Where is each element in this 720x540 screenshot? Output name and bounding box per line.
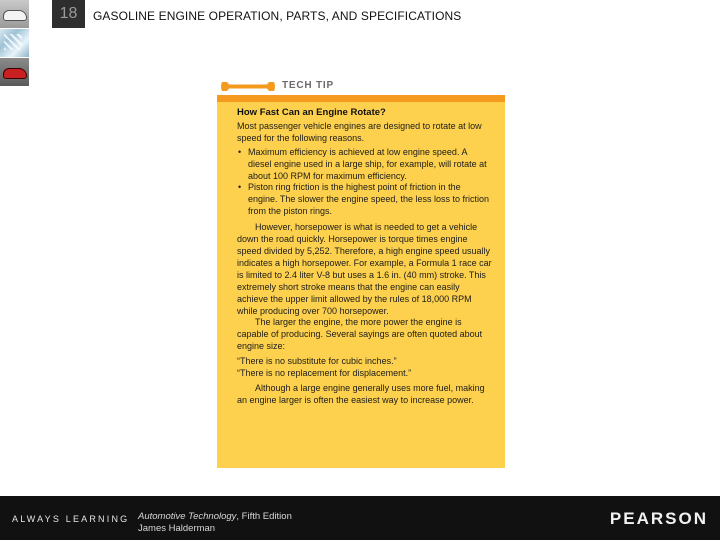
accent-bar [217, 95, 505, 102]
list-item: • Maximum efficiency is achieved at low engine speed. A diesel engine used in a large ship, for example, will rotate at about 100 RPM for maximum efficiency. [237, 147, 492, 183]
chapter-title: GASOLINE ENGINE OPERATION, PARTS, AND SPECIFICATIONS [93, 9, 462, 23]
quote-cubic-inches: “There is no substitute for cubic inches.” [237, 356, 397, 367]
paragraph-engine-size: The larger the engine, the more power the engine is capable of producing. Several sayings are often quoted about engine size: [237, 317, 483, 352]
paragraph-horsepower: However, horsepower is what is needed to get a vehicle down the road quickly. Horsepower is torque times engine speed divided by 5,252. Therefore, a high engine speed usually indicates a high horsepower. For example, a Formula 1 race car is limited to 2.4 liter V-8 but uses a 1.6 in. (40 mm) stroke. This extremely short stroke means that the engine can easily achieve the upper limit allowed by the rules of 18,000 RPM while producing over 700 horsepower. [237, 222, 492, 316]
pearson-logo: PEARSON [609, 509, 708, 528]
list-item: • Piston ring friction is the highest point of friction in the engine. The slower the engine speed, the less loss to friction from the piston rings. [237, 182, 492, 218]
thumbnail-strip [0, 0, 29, 86]
tip-heading: How Fast Can an Engine Rotate? [237, 107, 386, 118]
tip-intro: Most passenger vehicle engines are designed to rotate at low speed for the following reasons. [237, 120, 482, 143]
tip-bullet-list [237, 147, 492, 218]
footer-bar [0, 496, 720, 540]
book-title: Automotive Technology [138, 511, 237, 522]
tech-tip-header [217, 75, 505, 95]
always-learning-tagline: ALWAYS LEARNING [12, 514, 130, 524]
book-author: James Halderman [138, 523, 216, 534]
red-car-thumbnail-image [0, 58, 29, 86]
paragraph-conclusion: Although a large engine generally uses more fuel, making an engine larger is often the easiest way to increase power. [237, 382, 485, 405]
ice-crystal-thumbnail-image [0, 29, 29, 57]
tech-tip-label: TECH TIP [282, 80, 334, 91]
quote-displacement: “There is no replacement for displacement.” [237, 368, 412, 379]
book-credit [138, 511, 292, 535]
page-number: 18 [52, 0, 85, 28]
tech-tip-card [217, 75, 505, 468]
car-thumbnail-image [0, 0, 29, 28]
sayings [237, 356, 492, 380]
tech-tip-body [237, 107, 492, 407]
book-edition: , Fifth Edition [236, 511, 292, 522]
